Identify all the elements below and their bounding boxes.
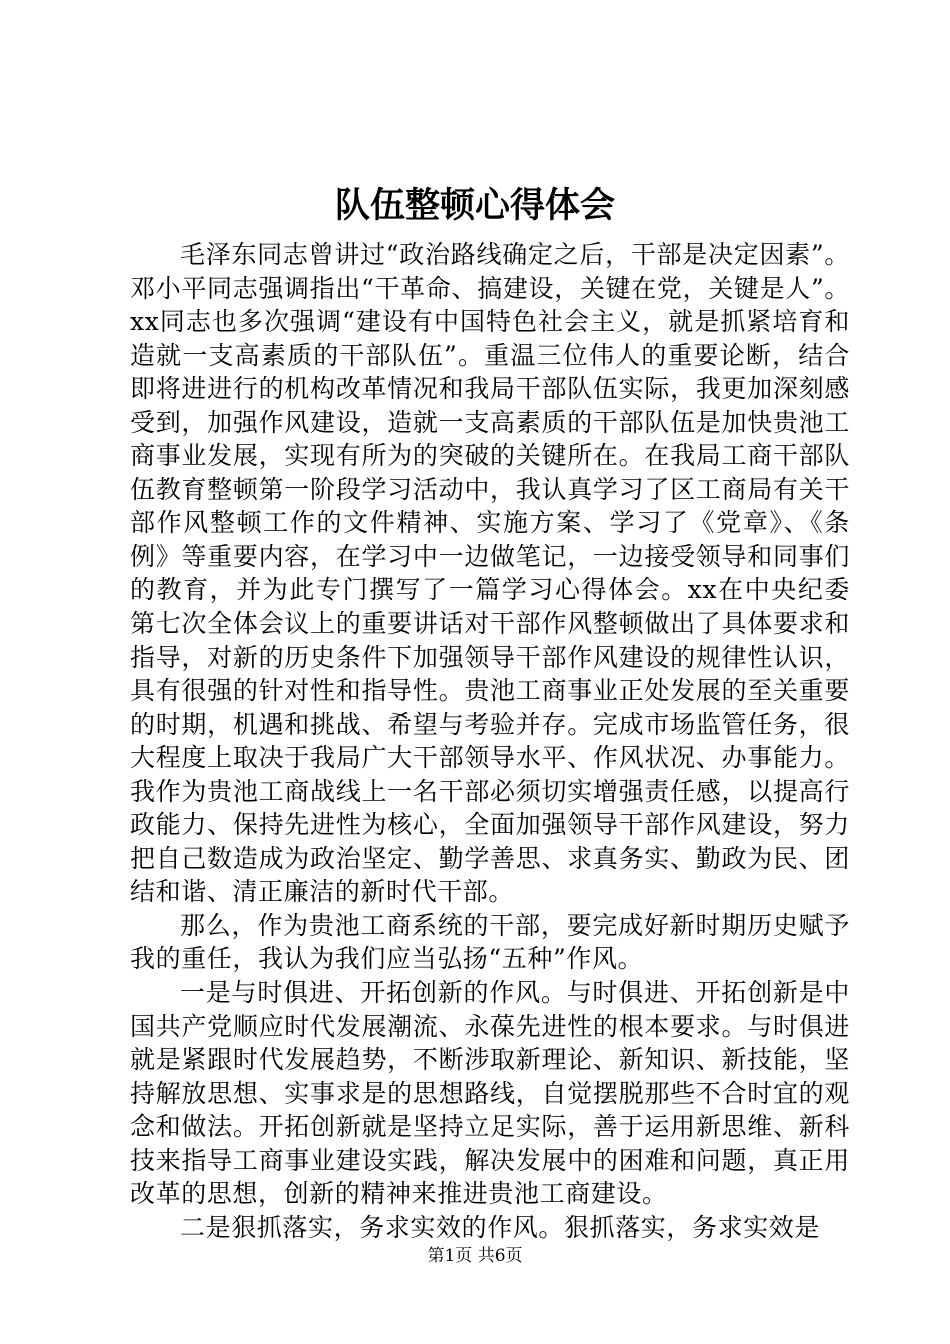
page-footer: 第1页 共6页 [427,1246,523,1266]
document-body [130,238,850,1244]
paragraph: 二是狠抓落实，务求实效的作风。狠抓落实，务求实效是 [180,1212,821,1242]
document-title: 队伍整顿心得体会 [334,185,615,226]
paragraph: 那么，作为贵池工商系统的干部，要完成好新时期历史赋予我的重任，我认为我们应当弘扬“五种”作风。 [130,910,850,974]
paragraph: 一是与时俱进、开拓创新的作风。与时俱进、开拓创新是中国共产党顺应时代发展潮流、永葆先进性的根本要求。与时俱进就是紧跟时代发展趋势，不断涉取新理论、新知识、新技能，坚持解放思想、实事求是的思想路线，自觉摆脱那些不合时宜的观念和做法。开拓创新就是坚持立足实际，善于运用新思维、新科技来指导工商事业建设实践，解决发展中的困难和问题，真正用改革的思想，创新的精神来推进贵池工商建设。 [130,978,850,1209]
paragraph: 毛泽东同志曾讲过“政治路线确定之后，干部是决定因素”。邓小平同志强调指出“干革命、搞建设，关键在党，关键是人”。xx同志也多次强调“建设有中国特色社会主义，就是抓紧培育和造就一支高素质的干部队伍”。重温三位伟人的重要论断，结合即将进进行的机构改革情况和我局干部队伍实际，我更加深刻感受到，加强作风建设，造就一支高素质的干部队伍是加快贵池工商事业发展，实现有所为的突破的关键所在。在我局工商干部队伍教育整顿第一阶段学习活动中，我认真学习了区工商局有关干部作风整顿工作的文件精神、实施方案、学习了《党章》、《条例》等重要内容，在学习中一边做笔记，一边接受领导和同事们的教育，并为此专门撰写了一篇学习心得体会。xx在中央纪委第七次全体会议上的重要讲话对干部作风整顿做出了具体要求和指导，对新的历史条件下加强领导干部作风建设的规律性认识，具有很强的针对性和指导性。贵池工商事业正处发展的至关重要的时期，机遇和挑战、希望与考验并存。完成市场监管任务，很大程度上取决于我局广大干部领导水平、作风状况、办事能力。我作为贵池工商战线上一名干部必须切实增强责任感，以提高行政能力、保持先进性为核心，全面加强领导干部作风建设，努力把自己数造成为政治坚定、勤学善思、求真务实、勤政为民、团结和谐、清正廉洁的新时代干部。 [130,240,850,907]
